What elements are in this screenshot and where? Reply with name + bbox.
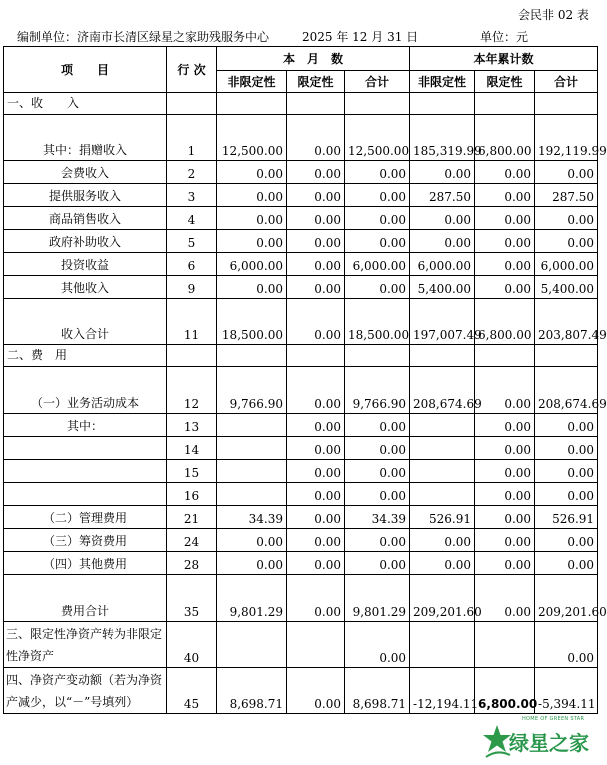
- form-code: 会民非 02 表: [518, 8, 589, 22]
- cell-year-restricted: 0.00: [475, 460, 535, 483]
- row-line-number: 2: [167, 161, 217, 184]
- cell-month-total: 8,698.71: [345, 668, 410, 714]
- cell-month-restricted: 0.00: [287, 253, 345, 276]
- cell-year-unrestricted: 287.50: [410, 184, 475, 207]
- cell-year-total: 0.00: [535, 161, 598, 184]
- col-year-total: 合计: [535, 71, 598, 93]
- table-row: [4, 622, 598, 668]
- col-year-total-header: 本年累计数: [410, 47, 598, 71]
- table-row: [4, 299, 598, 345]
- cell-year-restricted: [475, 622, 535, 668]
- table-row: [4, 529, 598, 552]
- row-line-number: 28: [167, 552, 217, 575]
- cell-month-unrestricted: [217, 437, 287, 460]
- table-row: [4, 460, 598, 483]
- currency-unit: 单位：元: [480, 30, 529, 44]
- cell-month-unrestricted: [217, 345, 287, 367]
- cell-month-unrestricted: [217, 93, 287, 115]
- cell-month-unrestricted: 18,500.00: [217, 299, 287, 345]
- cell-year-total: 0.00: [535, 230, 598, 253]
- row-line-number: [167, 93, 217, 115]
- activity-report-table: [3, 46, 607, 714]
- cell-year-restricted: 0.00: [475, 575, 535, 622]
- preparing-unit: 编制单位：济南市长清区绿星之家助残服务中心: [17, 30, 270, 44]
- cell-month-restricted: 0.00: [287, 529, 345, 552]
- cell-year-unrestricted: 208,674.69: [410, 367, 475, 414]
- col-year-unrestricted: 非限定性: [410, 71, 475, 93]
- cell-year-restricted: 0.00: [475, 552, 535, 575]
- cell-month-unrestricted: 0.00: [217, 184, 287, 207]
- cell-year-restricted: 0.00: [475, 230, 535, 253]
- cell-month-total: 12,500.00: [345, 115, 410, 161]
- cell-month-restricted: 0.00: [287, 506, 345, 529]
- row-item-label: [4, 460, 167, 483]
- cell-month-total: 0.00: [345, 622, 410, 668]
- cell-month-unrestricted: 0.00: [217, 276, 287, 299]
- cell-year-total: [535, 345, 598, 367]
- cell-month-restricted: 0.00: [287, 668, 345, 714]
- cell-month-restricted: 0.00: [287, 483, 345, 506]
- table-row: [4, 668, 598, 714]
- row-item-label: 费用合计: [4, 575, 167, 622]
- row-line-number: 12: [167, 367, 217, 414]
- row-line-number: 21: [167, 506, 217, 529]
- table-row: [4, 115, 598, 161]
- col-line-header: 行 次: [167, 47, 217, 93]
- row-item-label: 一、收 入: [4, 93, 167, 115]
- cell-month-total: 0.00: [345, 161, 410, 184]
- table-row: [4, 253, 598, 276]
- row-line-number: 1: [167, 115, 217, 161]
- row-line-number: 15: [167, 460, 217, 483]
- row-line-number: 4: [167, 207, 217, 230]
- cell-year-unrestricted: -12,194.11: [410, 668, 475, 714]
- cell-month-total: [345, 345, 410, 367]
- row-line-number: 11: [167, 299, 217, 345]
- cell-year-total: 0.00: [535, 437, 598, 460]
- table-row: [4, 437, 598, 460]
- cell-year-unrestricted: 5,400.00: [410, 276, 475, 299]
- table-row: [4, 345, 598, 367]
- cell-month-unrestricted: 0.00: [217, 207, 287, 230]
- row-item-label: 会费收入: [4, 161, 167, 184]
- cell-year-restricted: 0.00: [475, 207, 535, 230]
- cell-year-unrestricted: [410, 93, 475, 115]
- logo-small-text: HOME OF GREEN STAR: [522, 716, 585, 722]
- row-line-number: 13: [167, 414, 217, 437]
- row-item-label: （二）管理费用: [4, 506, 167, 529]
- cell-month-total: 0.00: [345, 552, 410, 575]
- cell-month-restricted: 0.00: [287, 161, 345, 184]
- cell-year-restricted: 6,800.00: [475, 299, 535, 345]
- cell-month-total: 0.00: [345, 230, 410, 253]
- cell-month-unrestricted: 0.00: [217, 230, 287, 253]
- cell-month-unrestricted: 0.00: [217, 529, 287, 552]
- cell-month-unrestricted: 12,500.00: [217, 115, 287, 161]
- green-star-logo: [482, 721, 598, 761]
- cell-year-total: 208,674.69: [535, 367, 598, 414]
- cell-month-total: 0.00: [345, 184, 410, 207]
- cell-year-total: 0.00: [535, 552, 598, 575]
- cell-year-unrestricted: 526.91: [410, 506, 475, 529]
- cell-year-unrestricted: 0.00: [410, 161, 475, 184]
- cell-year-total: 0.00: [535, 483, 598, 506]
- green-star-icon: [482, 721, 512, 761]
- row-line-number: 6: [167, 253, 217, 276]
- cell-year-restricted: 0.00: [475, 437, 535, 460]
- cell-year-unrestricted: [410, 414, 475, 437]
- cell-year-unrestricted: 0.00: [410, 230, 475, 253]
- row-item-label: 二、费 用: [4, 345, 167, 367]
- cell-year-total: 0.00: [535, 622, 598, 668]
- cell-month-total: 6,000.00: [345, 253, 410, 276]
- cell-year-restricted: 0.00: [475, 184, 535, 207]
- table-row: [4, 207, 598, 230]
- cell-month-total: 0.00: [345, 483, 410, 506]
- row-item-label: 投资收益: [4, 253, 167, 276]
- row-item-label: [4, 437, 167, 460]
- row-line-number: 16: [167, 483, 217, 506]
- table-row: [4, 483, 598, 506]
- col-month-total: 合计: [345, 71, 410, 93]
- table-row: [4, 276, 598, 299]
- row-line-number: 45: [167, 668, 217, 714]
- cell-year-restricted: 0.00: [475, 367, 535, 414]
- table-row: [4, 506, 598, 529]
- cell-month-restricted: 0.00: [287, 552, 345, 575]
- row-line-number: 35: [167, 575, 217, 622]
- table-body: [4, 93, 607, 714]
- row-line-number: 24: [167, 529, 217, 552]
- row-item-label: 其中：捐赠收入: [4, 115, 167, 161]
- row-item-label: [4, 483, 167, 506]
- cell-year-unrestricted: [410, 437, 475, 460]
- cell-month-restricted: 0.00: [287, 414, 345, 437]
- table-row: [4, 184, 598, 207]
- cell-year-total: 526.91: [535, 506, 598, 529]
- cell-year-restricted: 0.00: [475, 161, 535, 184]
- cell-month-unrestricted: [217, 622, 287, 668]
- cell-year-restricted: 0.00: [475, 506, 535, 529]
- logo-text: 绿星之家: [509, 731, 589, 755]
- row-line-number: 9: [167, 276, 217, 299]
- cell-month-total: 0.00: [345, 529, 410, 552]
- row-item-label: 政府补助收入: [4, 230, 167, 253]
- col-month-unrestricted: 非限定性: [217, 71, 287, 93]
- cell-year-unrestricted: [410, 622, 475, 668]
- cell-year-total: 209,201.60: [535, 575, 598, 622]
- cell-year-restricted: 0.00: [475, 529, 535, 552]
- cell-year-total: 0.00: [535, 207, 598, 230]
- cell-year-restricted: [475, 345, 535, 367]
- table-row: [4, 161, 598, 184]
- cell-month-restricted: 0.00: [287, 230, 345, 253]
- cell-year-total: 0.00: [535, 529, 598, 552]
- row-line-number: 5: [167, 230, 217, 253]
- table-row: [4, 552, 598, 575]
- cell-month-restricted: 0.00: [287, 460, 345, 483]
- cell-year-total: 6,000.00: [535, 253, 598, 276]
- row-item-label: （一）业务活动成本: [4, 367, 167, 414]
- cell-month-restricted: 0.00: [287, 437, 345, 460]
- cell-year-total: [535, 93, 598, 115]
- cell-year-restricted: 0.00: [475, 483, 535, 506]
- row-item-label: 四、净资产变动额（若为净资产减少，以“－”号填列）: [4, 668, 167, 714]
- table-row: [4, 575, 598, 622]
- cell-month-restricted: 0.00: [287, 184, 345, 207]
- cell-month-restricted: 0.00: [287, 299, 345, 345]
- cell-month-restricted: 0.00: [287, 276, 345, 299]
- cell-month-unrestricted: 0.00: [217, 552, 287, 575]
- cell-year-unrestricted: [410, 483, 475, 506]
- cell-year-total: 5,400.00: [535, 276, 598, 299]
- cell-month-total: 9,801.29: [345, 575, 410, 622]
- cell-year-unrestricted: 209,201.60: [410, 575, 475, 622]
- cell-year-unrestricted: 185,319.99: [410, 115, 475, 161]
- row-item-label: 收入合计: [4, 299, 167, 345]
- cell-month-unrestricted: 9,801.29: [217, 575, 287, 622]
- cell-year-unrestricted: [410, 460, 475, 483]
- cell-month-restricted: [287, 93, 345, 115]
- cell-month-unrestricted: [217, 460, 287, 483]
- cell-month-restricted: 0.00: [287, 575, 345, 622]
- cell-month-restricted: [287, 345, 345, 367]
- row-item-label: （四）其他费用: [4, 552, 167, 575]
- row-line-number: [167, 345, 217, 367]
- cell-month-total: 9,766.90: [345, 367, 410, 414]
- cell-year-unrestricted: 0.00: [410, 552, 475, 575]
- cell-month-unrestricted: 8,698.71: [217, 668, 287, 714]
- table-row: [4, 230, 598, 253]
- cell-month-total: 18,500.00: [345, 299, 410, 345]
- cell-year-total: 0.00: [535, 460, 598, 483]
- cell-month-total: [345, 93, 410, 115]
- cell-month-restricted: 0.00: [287, 115, 345, 161]
- cell-month-unrestricted: 6,000.00: [217, 253, 287, 276]
- cell-year-unrestricted: 0.00: [410, 207, 475, 230]
- col-item-header: 项 目: [4, 47, 167, 93]
- row-line-number: 14: [167, 437, 217, 460]
- cell-month-unrestricted: [217, 483, 287, 506]
- cell-year-unrestricted: 0.00: [410, 529, 475, 552]
- cell-year-restricted: 0.00: [475, 414, 535, 437]
- row-item-label: （三）筹资费用: [4, 529, 167, 552]
- col-this-month-header: 本 月 数: [217, 47, 410, 71]
- cell-year-restricted: 6,800.00: [475, 668, 535, 714]
- cell-month-total: 0.00: [345, 460, 410, 483]
- cell-month-total: 0.00: [345, 437, 410, 460]
- cell-year-restricted: 6,800.00: [475, 115, 535, 161]
- report-date: 2025 年 12 月 31 日: [302, 30, 419, 44]
- table-row: [4, 93, 598, 115]
- cell-month-total: 0.00: [345, 207, 410, 230]
- cell-month-unrestricted: 34.39: [217, 506, 287, 529]
- cell-year-restricted: 0.00: [475, 276, 535, 299]
- cell-month-restricted: 0.00: [287, 367, 345, 414]
- cell-month-total: 34.39: [345, 506, 410, 529]
- cell-month-unrestricted: [217, 414, 287, 437]
- col-month-restricted: 限定性: [287, 71, 345, 93]
- row-item-label: 三、限定性净资产转为非限定性净资产: [4, 622, 167, 668]
- cell-month-restricted: 0.00: [287, 207, 345, 230]
- row-item-label: 其中：: [4, 414, 167, 437]
- row-item-label: 商品销售收入: [4, 207, 167, 230]
- table-row: [4, 414, 598, 437]
- cell-year-total: 203,807.49: [535, 299, 598, 345]
- cell-month-unrestricted: 0.00: [217, 161, 287, 184]
- cell-month-restricted: [287, 622, 345, 668]
- table-row: [4, 367, 598, 414]
- cell-year-unrestricted: 6,000.00: [410, 253, 475, 276]
- cell-year-restricted: 0.00: [475, 253, 535, 276]
- cell-year-unrestricted: [410, 345, 475, 367]
- cell-year-restricted: [475, 93, 535, 115]
- cell-year-total: 0.00: [535, 414, 598, 437]
- cell-year-unrestricted: 197,007.49: [410, 299, 475, 345]
- cell-year-total: 287.50: [535, 184, 598, 207]
- cell-month-total: 0.00: [345, 414, 410, 437]
- cell-year-total: 192,119.99: [535, 115, 598, 161]
- col-year-restricted: 限定性: [475, 71, 535, 93]
- row-line-number: 3: [167, 184, 217, 207]
- row-item-label: 其他收入: [4, 276, 167, 299]
- row-item-label: 提供服务收入: [4, 184, 167, 207]
- cell-month-unrestricted: 9,766.90: [217, 367, 287, 414]
- row-line-number: 40: [167, 622, 217, 668]
- cell-year-total: -5,394.11: [535, 668, 598, 714]
- cell-month-total: 0.00: [345, 276, 410, 299]
